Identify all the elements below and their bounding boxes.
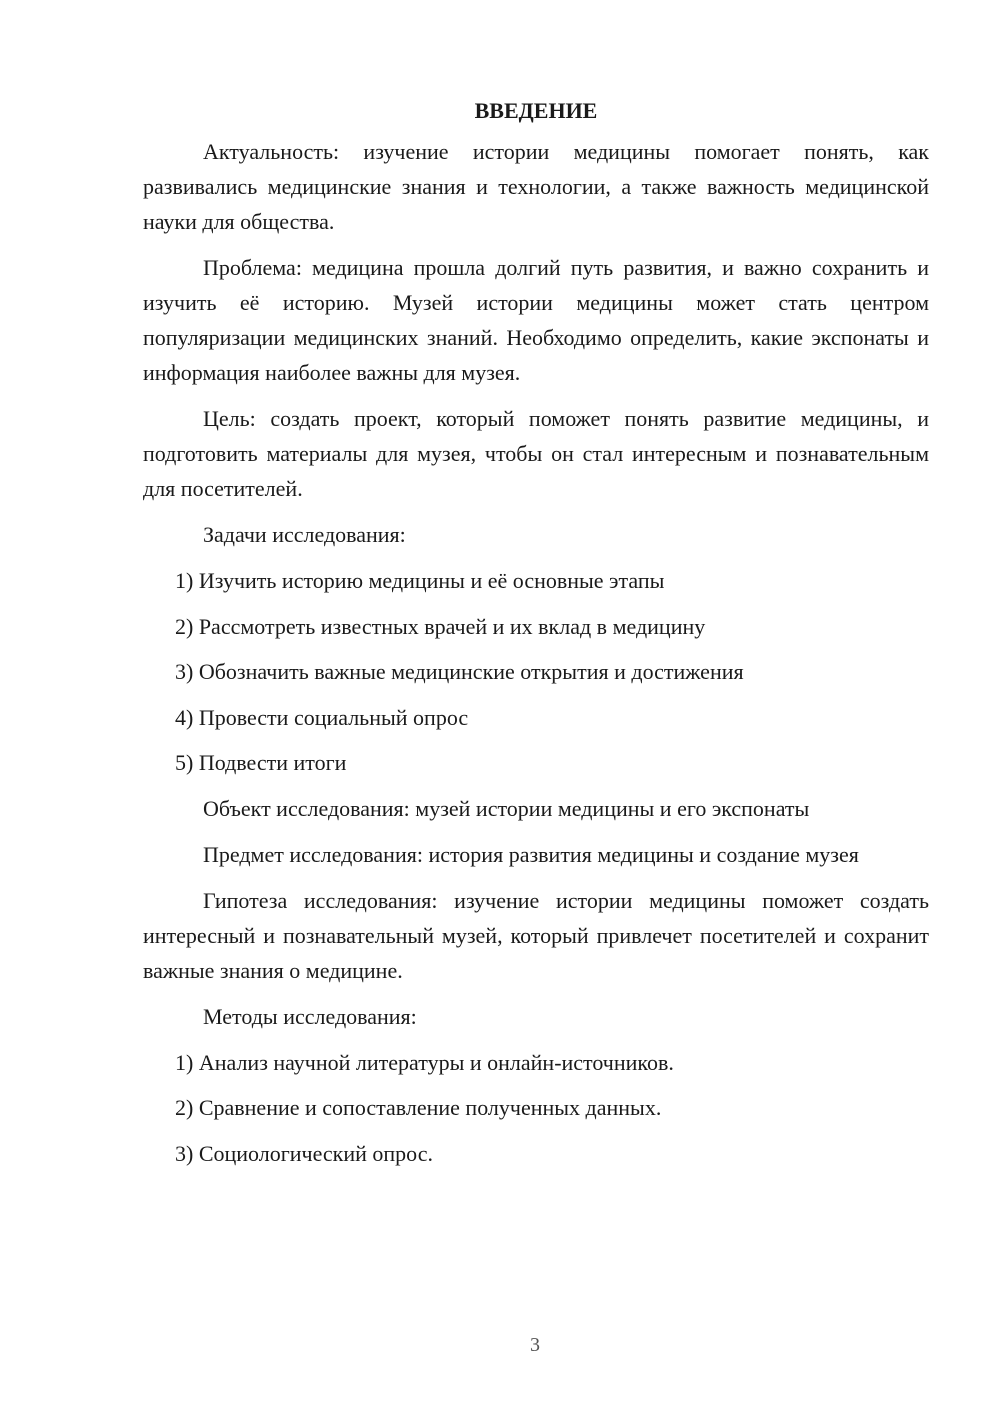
method-item: 3) Социологический опрос.: [175, 1140, 433, 1166]
subject-paragraph: Предмет исследования: история развития медицины и создание музея: [203, 841, 859, 867]
page-content: [143, 98, 929, 1181]
object-paragraph: Объект исследования: музей истории медицины и его экспонаты: [203, 795, 810, 821]
page-title: ВВЕДЕНИЕ: [474, 98, 598, 123]
method-item: 2) Сравнение и сопоставление полученных данных.: [175, 1095, 662, 1120]
page-number: 3: [530, 1334, 540, 1356]
tasks-title: Задачи исследования:: [203, 522, 406, 547]
task-item: 4) Провести социальный опрос: [175, 704, 469, 730]
relevance-paragraph: Актуальность: изучение истории медицины помогает понять, как развивались медицинские знания и технологии, а также важность медицинской науки для общества.: [143, 139, 929, 234]
method-item: 1) Анализ научной литературы и онлайн-источников.: [175, 1049, 674, 1075]
problem-paragraph: Проблема: медицина прошла долгий путь развития, и важно сохранить и изучить её историю. Музей истории медицины может стать центром популяризации медицинских знаний. Необходимо определить, какие экспонаты и информация наиболее важны для музея.: [143, 255, 929, 385]
task-item: 1) Изучить историю медицины и её основные этапы: [175, 568, 665, 593]
task-item: 2) Рассмотреть известных врачей и их вклад в медицину: [175, 613, 706, 639]
task-item: 3) Обозначить важные медицинские открытия и достижения: [175, 659, 744, 684]
hypothesis-paragraph: Гипотеза исследования: изучение истории медицины поможет создать интересный и познавательный музей, который привлечет посетителей и сохранит важные знания о медицине.: [143, 887, 929, 983]
goal-paragraph: Цель: создать проект, который поможет понять развитие медицины, и подготовить материалы для музея, чтобы он стал интересным и познавательным для посетителей.: [143, 406, 929, 501]
methods-title: Методы исследования:: [203, 1003, 417, 1029]
task-item: 5) Подвести итоги: [175, 750, 347, 775]
